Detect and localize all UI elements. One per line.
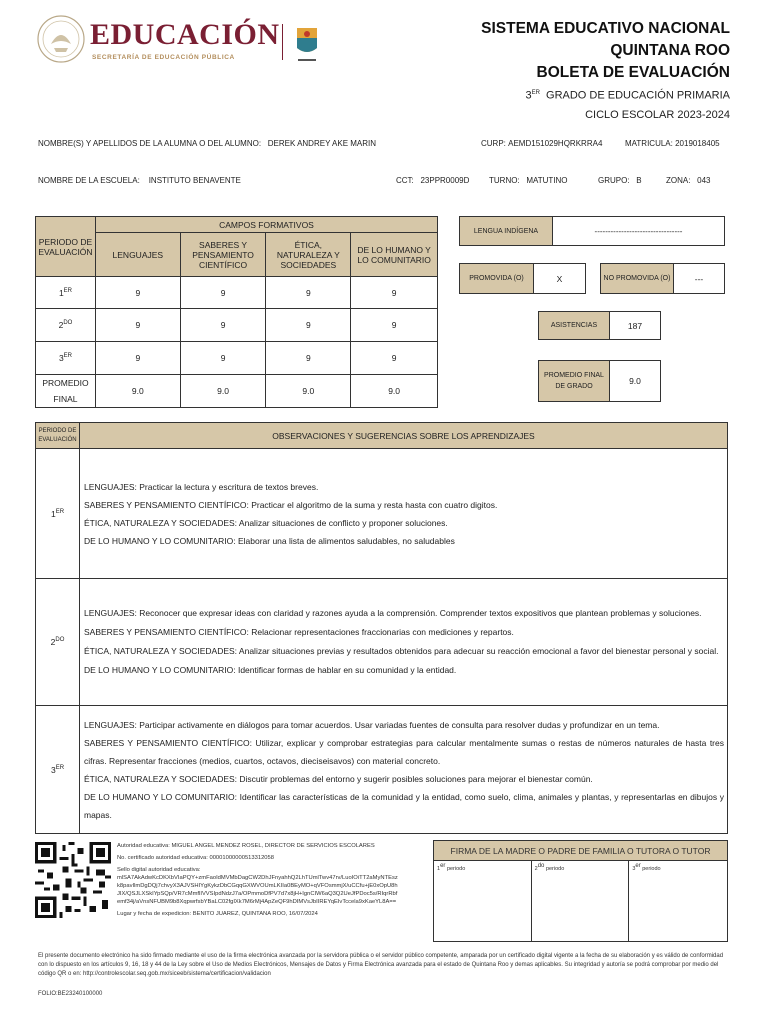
firma-periodo-2[interactable]: $2^{do}$ periodo xyxy=(531,861,629,942)
grade-cell: 9 xyxy=(351,342,438,375)
table-row xyxy=(36,309,438,342)
final-label: PROMEDIO FINAL xyxy=(36,375,96,408)
grade-cell: 9 xyxy=(266,277,351,309)
national-seal-icon xyxy=(36,14,86,64)
school-name: INSTITUTO BENAVENTE xyxy=(148,176,241,185)
certificado-text: No. certificado autoridad educativa: 00001000000513312058 xyxy=(117,855,274,861)
table-row xyxy=(36,706,728,834)
col-saberes: SABERES Y PENSAMIENTO CIENTÍFICO xyxy=(180,233,266,277)
obs-period-header: PERIODO DE EVALUACIÓN xyxy=(36,423,80,449)
asistencias-value: 187 xyxy=(609,311,661,340)
sello-label: Sello digital autoridad educativa: xyxy=(117,867,201,873)
logo-divider xyxy=(282,24,283,60)
table-row xyxy=(36,375,438,408)
qr-code-icon[interactable] xyxy=(35,842,111,918)
obs-period-1: 1ER xyxy=(36,449,80,579)
grade-cell: 9 xyxy=(180,342,266,375)
final-cell: 9.0 xyxy=(95,375,180,408)
digital-signature-block xyxy=(117,842,399,922)
lengua-label: LENGUA INDÍGENA xyxy=(459,216,553,246)
firma-periodo-3[interactable]: 3er periodo xyxy=(629,861,728,942)
firma-periodo-1[interactable]: 1er periodo xyxy=(434,861,532,942)
period-cell: 3ER xyxy=(36,342,96,375)
legal-notice: El presente documento electrónico ha sido firmado mediante el uso de la firma electrónica avanzada por la servidora pública o el servidor público competente, amparada por un certificado digital vigente a la fecha de su elaboración y es válido de conformidad con lo dispuesto en los artículos 9, 16, 18 y 44 de la Ley sobre el Uso de Medios Electrónicos, Mensajes de Datos y Firma Electrónica avanzada para el estado de Quintana Roo y demas aplicables. Su integridad y autoría se podrá comprobar por medio del código QR o en: http://controlescolar.seq.gob.mx/siceeb/sistema/certificacion/validacion xyxy=(38,953,724,977)
col-lenguajes: LENGUAJES xyxy=(95,233,180,277)
promedio-value: 9.0 xyxy=(609,360,661,402)
obs-text-3: LENGUAJES: Participar activamente en diálogos para tomar acuerdos. Usar variadas fuentes de consulta para resolver dudas y profundizar en un tema. SABERES Y PENSAMIENTO CIENTÍFICO: Utilizar, explicar y comprobar estrategias para calcular mentalmente sumas o restas de números naturales de hasta tres cifras. Representar fracciones (medios, cuartos, octavos, dieciseisavos) con material concreto. ÉTICA, NATURALEZA Y SOCIEDADES: Discutir problemas del entorno y sugerir posibles soluciones para mejorar el bienestar común. DE LO HUMANO Y LO COMUNITARIO: Identificar las características de la comunidad y la entidad, como suelo, clima, animales y plantas, y representarlas en dibujos y mapas. xyxy=(80,706,728,834)
obs-text-2: LENGUAJES: Reconocer que expresar ideas con claridad y razones ayuda a la comprensión. Comprender textos expositivos que plantean problemas y soluciones. SABERES Y PENSAMIENTO CIENTÍFICO: Relacionar representaciones fraccionarias con mediciones y repartos. ÉTICA, NATURALEZA Y SOCIEDADES: Analizar situaciones previas y resultados obtenidos para adecuar su reacción emocional a favor del bienestar personal y social. DE LO HUMANO Y LO COMUNITARIO: Identificar formas de hablar en su comunidad y la entidad. xyxy=(80,579,728,706)
period-cell: $2^{DO}$ xyxy=(36,309,96,342)
table-row xyxy=(36,277,438,309)
final-cell: 9.0 xyxy=(266,375,351,408)
obs-period-2: $2^{DO}$ xyxy=(36,579,80,706)
promovida-label: PROMOVIDA (O) xyxy=(459,263,534,294)
logo-title: EDUCACIÓN xyxy=(90,18,280,51)
cct-line: CCT: 23PPR0009D xyxy=(396,176,470,185)
observations-table xyxy=(35,422,728,834)
matricula-value: 2019018405 xyxy=(675,139,720,148)
curp-value: AEMD151029HQRKRRA4 xyxy=(508,139,603,148)
grade-line: 3ER GRADO DE EDUCACIÓN PRIMARIA xyxy=(525,89,730,102)
student-name-line: NOMBRE(S) Y APELLIDOS DE LA ALUMNA O DEL ALUMNO: DEREK ANDREY AKE MARIN xyxy=(38,139,377,148)
grade-cell: 9 xyxy=(266,309,351,342)
period-header: PERIODO DE EVALUACIÓN xyxy=(36,217,96,277)
asistencias-label: ASISTENCIAS xyxy=(538,311,610,340)
school-cycle: CICLO ESCOLAR 2023-2024 xyxy=(585,108,730,121)
grade-cell: 9 xyxy=(180,309,266,342)
grade-cell: 9 xyxy=(180,277,266,309)
curp-line: CURP: AEMD151029HQRKRRA4 xyxy=(481,139,603,148)
signature-table xyxy=(433,840,728,942)
lugar-text: Lugar y fecha de expedicion: BENITO JUAREZ, QUINTANA ROO, 16/07/2024 xyxy=(117,911,318,917)
lengua-value: --------------------------------- xyxy=(552,216,725,246)
system-title: SISTEMA EDUCATIVO NACIONAL xyxy=(481,20,730,37)
sep-logo xyxy=(36,14,326,70)
grupo-line: GRUPO: B xyxy=(598,176,642,185)
fields-header: CAMPOS FORMATIVOS xyxy=(95,217,437,233)
promedio-label: PROMEDIO FINAL DE GRADO xyxy=(538,360,610,402)
table-row xyxy=(36,579,728,706)
col-etica: ÉTICA, NATURALEZA Y SOCIEDADES xyxy=(266,233,351,277)
promovida-value: X xyxy=(533,263,586,294)
grade-cell: 9 xyxy=(95,309,180,342)
obs-period-3: 3ER xyxy=(36,706,80,834)
obs-text-1: LENGUAJES: Practicar la lectura y escritura de textos breves. SABERES Y PENSAMIENTO CIENTÍFICO: Practicar el algoritmo de la suma y resta hasta con cuatro digitos. ÉTICA, NATURALEZA Y SOCIEDADES: Analizar situaciones de conflicto y proponer soluciones. DE LO HUMANO Y LO COMUNITARIO: Elaborar una lista de alimentos saludables, no saludables xyxy=(80,449,728,579)
grade-cell: 9 xyxy=(95,277,180,309)
grade-cell: 9 xyxy=(351,277,438,309)
logo-subtitle: SECRETARÍA DE EDUCACIÓN PÚBLICA xyxy=(92,54,235,61)
matricula-line: MATRICULA: 2019018405 xyxy=(625,139,720,148)
school-line: NOMBRE DE LA ESCUELA: INSTITUTO BENAVENTE xyxy=(38,176,241,185)
student-name: DEREK ANDREY AKE MARIN xyxy=(267,139,377,148)
period-cell: 1ER xyxy=(36,277,96,309)
grade-cell: 9 xyxy=(95,342,180,375)
col-humano: DE LO HUMANO Y LO COMUNITARIO xyxy=(351,233,438,277)
final-cell: 9.0 xyxy=(180,375,266,408)
zona-line: ZONA: 043 xyxy=(666,176,711,185)
no-promovida-value: --- xyxy=(673,263,725,294)
folio: FOLIO:BE23240100000 xyxy=(38,991,103,997)
autoridad-text: Autoridad educativa: MIGUEL ANGEL MENDEZ ROSEL, DIRECTOR DE SERVICIOS ESCOLARES xyxy=(117,843,375,849)
obs-header: OBSERVACIONES Y SUGERENCIAS SOBRE LOS APRENDIZAJES xyxy=(80,423,728,449)
no-promovida-label: NO PROMOVIDA (O) xyxy=(600,263,674,294)
turno-line: TURNO: MATUTINO xyxy=(489,176,568,185)
table-row xyxy=(36,342,438,375)
report-title: BOLETA DE EVALUACIÓN xyxy=(536,64,730,81)
firma-header: FIRMA DE LA MADRE O PADRE DE FAMILIA O TUTORA O TUTOR xyxy=(434,841,728,861)
grade-cell: 9 xyxy=(351,309,438,342)
grades-table xyxy=(35,216,438,408)
table-row xyxy=(36,449,728,579)
sello-text: mlSA7AkAdwKcDKXbVIaPQY+zmFaoIdMVMbDagCW2DhJFnyahhQ2LhTUmlTwv47rv/LuoIOiTT2aMyNTEszk8pavIlmDgDQj7chvyX3AJVSHIYgKykzDbCGqqGXWVOUmLKIIa0BEyMO+qVFOsmmjX/uCCfu+jE0xOpU8hJIX/QSJLXSkIYpSQp/VR7cMmflIVVSIpdNdzJ7a/OPmmoDfPV7d7x8jH+IgnCIW6aQ3Q2UeJfPDoc5s/RIqrRbfemf34j/aVnsNFUBM9b8XqpwrfsbYBaLC02fgIXk7M6rMj4ApZeQF9hDIMVsJbIIREYqEIvTccela9xKaeYL8A== xyxy=(117,875,398,905)
document-heading xyxy=(430,18,730,125)
quintana-roo-emblem-icon xyxy=(292,22,322,66)
state-title: QUINTANA ROO xyxy=(610,42,730,59)
grade-cell: 9 xyxy=(266,342,351,375)
final-cell: 9.0 xyxy=(351,375,438,408)
